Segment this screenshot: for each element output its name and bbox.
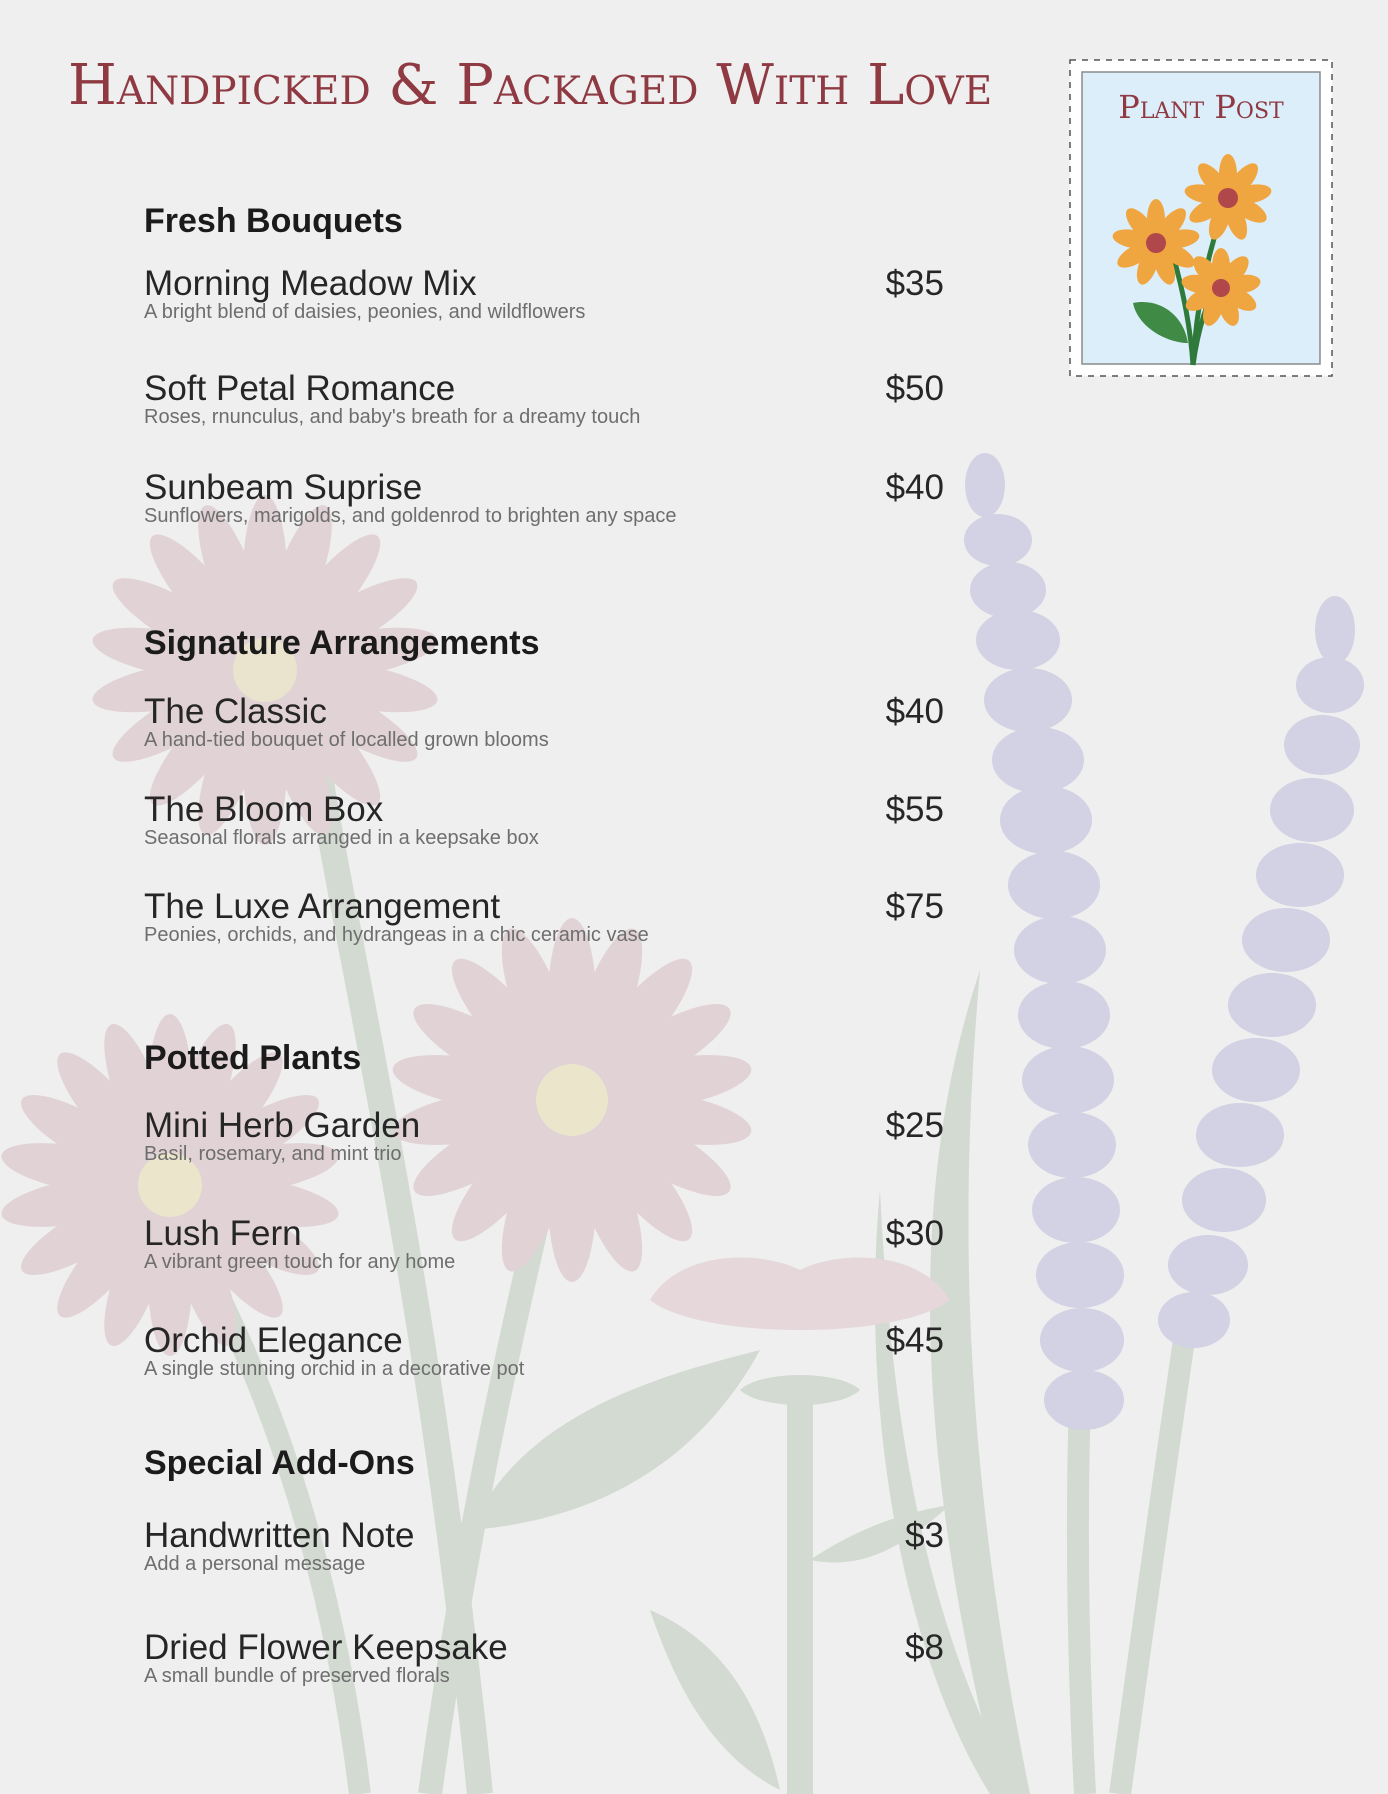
item-price: $3: [905, 1516, 944, 1555]
item-price: $30: [885, 1214, 944, 1253]
item-price: $50: [885, 369, 944, 408]
item-price: $40: [885, 692, 944, 731]
item-description: Seasonal florals arranged in a keepsake box: [144, 827, 539, 849]
plant-post-stamp: [1068, 58, 1334, 378]
item-name: Sunbeam Suprise: [144, 468, 423, 507]
item-name: Soft Petal Romance: [144, 369, 456, 408]
item-name: Handwritten Note: [144, 1516, 415, 1555]
item-name: Mini Herb Garden: [144, 1106, 421, 1145]
item-description: Roses, rnunculus, and baby's breath for a dreamy touch: [144, 406, 641, 428]
section-heading-signature-arrangements: Signature Arrangements: [144, 624, 540, 662]
item-name: The Bloom Box: [144, 790, 384, 829]
item-name: The Classic: [144, 692, 327, 731]
item-price: $55: [885, 790, 944, 829]
item-description: A small bundle of preserved florals: [144, 1665, 450, 1687]
item-price: $45: [885, 1321, 944, 1360]
item-description: Basil, rosemary, and mint trio: [144, 1143, 402, 1165]
section-heading-fresh-bouquets: Fresh Bouquets: [144, 202, 403, 240]
item-description: Peonies, orchids, and hydrangeas in a chic ceramic vase: [144, 924, 649, 946]
sunflower-bouquet-icon: [1108, 128, 1288, 368]
stamp-title: Plant Post: [1118, 88, 1284, 126]
item-price: $75: [885, 887, 944, 926]
section-heading-special-add-ons: Special Add-Ons: [144, 1444, 415, 1482]
item-name: The Luxe Arrangement: [144, 887, 501, 926]
item-price: $40: [885, 468, 944, 507]
item-price: $25: [885, 1106, 944, 1145]
section-heading-potted-plants: Potted Plants: [144, 1039, 362, 1077]
item-name: Dried Flower Keepsake: [144, 1628, 508, 1667]
item-name: Orchid Elegance: [144, 1321, 403, 1360]
item-description: A bright blend of daisies, peonies, and wildflowers: [144, 301, 586, 323]
item-description: Sunflowers, marigolds, and goldenrod to brighten any space: [144, 505, 677, 527]
item-price: $35: [885, 264, 944, 303]
item-name: Lush Fern: [144, 1214, 302, 1253]
item-description: Add a personal message: [144, 1553, 366, 1575]
item-price: $8: [905, 1628, 944, 1667]
item-description: A single stunning orchid in a decorative pot: [144, 1358, 525, 1380]
item-description: A hand-tied bouquet of localled grown blooms: [144, 729, 549, 751]
page-title: Handpicked & Packaged With Love: [68, 53, 993, 118]
item-description: A vibrant green touch for any home: [144, 1251, 456, 1273]
item-name: Morning Meadow Mix: [144, 264, 477, 303]
